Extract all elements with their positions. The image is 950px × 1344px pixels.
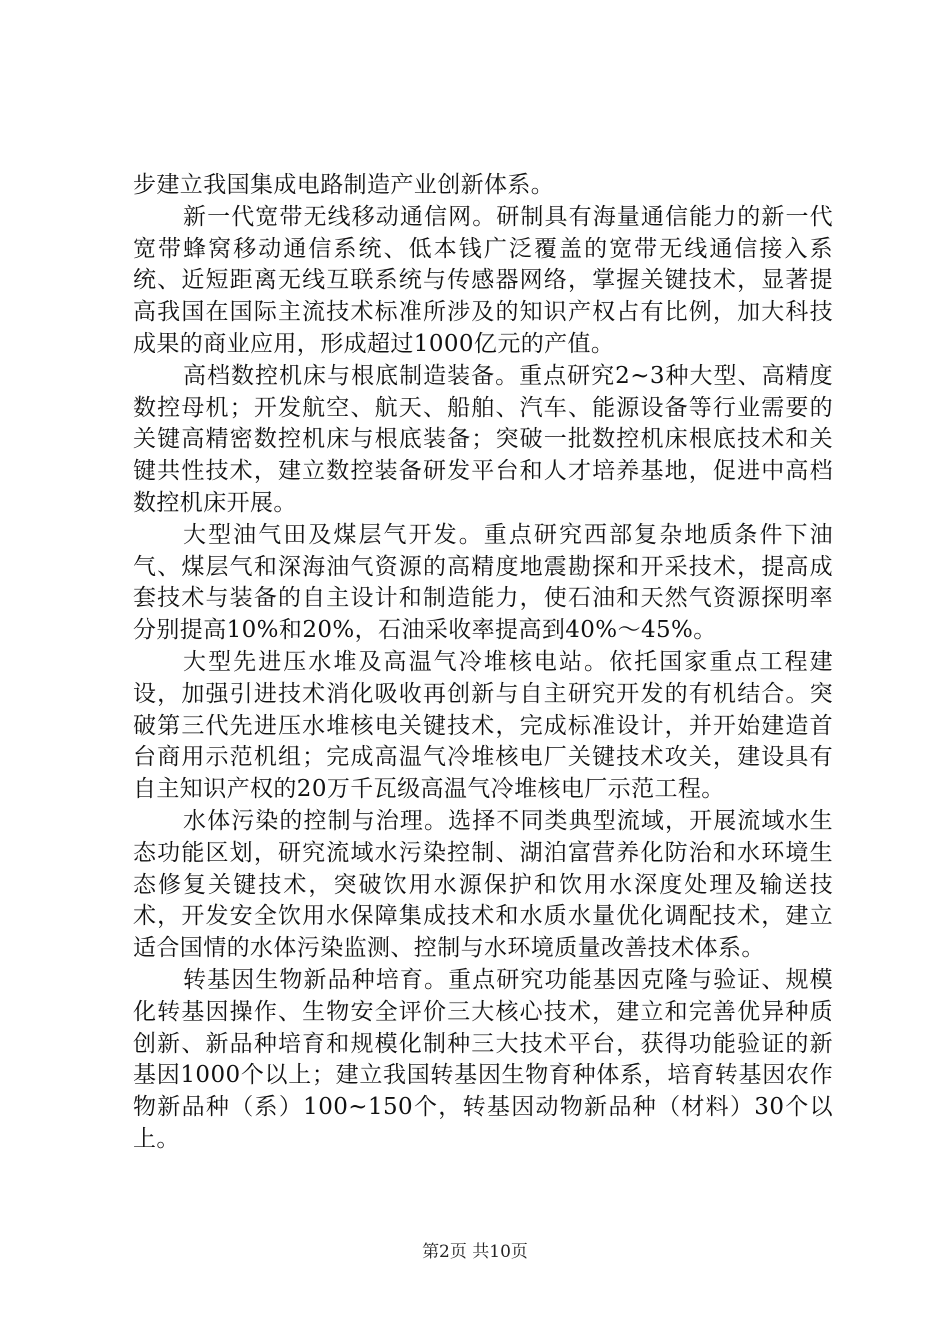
paragraph-broadband-wireless: 新一代宽带无线移动通信网。研制具有海量通信能力的新一代宽带蜂窝移动通信系统、低本钱广泛覆盖的宽带无线通信接入系统、近短距离无线互联系统与传感器网络，掌握关键技术，显著提高我国在国际主流技术标准所涉及的知识产权占有比例，加大科技成果的商业应用，形成超过1000亿元的产值。 bbox=[133, 203, 833, 357]
paragraph-oil-gas-fields: 大型油气田及煤层气开发。重点研究西部复杂地质条件下油气、煤层气和深海油气资源的高精度地震勘探和开采技术，提高成套技术与装备的自主设计和制造能力，使石油和天然气资源探明率分别提高10%和20%，石油采收率提高到40%～45%。 bbox=[133, 521, 833, 644]
paragraph-transgenic-breeding: 转基因生物新品种培育。重点研究功能基因克隆与验证、规模化转基因操作、生物安全评价三大核心技术，建立和完善优异种质创新、新品种培育和规模化制种三大技术平台，获得功能验证的新基因1000个以上；建立我国转基因生物育种体系，培育转基因农作物新品种（系）100~150个，转基因动物新品种（材料）30个以上。 bbox=[133, 966, 833, 1152]
paragraph-cnc-machine-tools: 高档数控机床与根底制造装备。重点研究2~3种大型、高精度数控母机；开发航空、航天、船舶、汽车、能源设备等行业需要的关键高精密数控机床与根底装备；突破一批数控机床根底技术和关键共性技术，建立数控装备研发平台和人才培养基地，促进中高档数控机床开展。 bbox=[133, 362, 833, 516]
paragraph-continuation: 步建立我国集成电路制造产业创新体系。 bbox=[133, 172, 555, 198]
page-number-footer: 第2页 共10页 bbox=[422, 1242, 528, 1262]
paragraph-nuclear-power: 大型先进压水堆及高温气冷堆核电站。依托国家重点工程建设，加强引进技术消化吸收再创新与自主研究开发的有机结合。突破第三代先进压水堆核电关键技术，完成标准设计，并开始建造首台商用示范机组；完成高温气冷堆核电厂关键技术攻关，建设具有自主知识产权的20万千瓦级高温气冷堆核电厂示范工程。 bbox=[133, 648, 833, 803]
document-body bbox=[133, 170, 833, 1156]
paragraph-water-pollution: 水体污染的控制与治理。选择不同类典型流域，开展流域水生态功能区划，研究流域水污染控制、湖泊富营养化防治和水环境生态修复关键技术，突破饮用水源保护和饮用水深度处理及输送技术，开发安全饮用水保障集成技术和水质水量优化调配技术，建立适合国情的水体污染监测、控制与水环境质量改善技术体系。 bbox=[133, 807, 833, 962]
